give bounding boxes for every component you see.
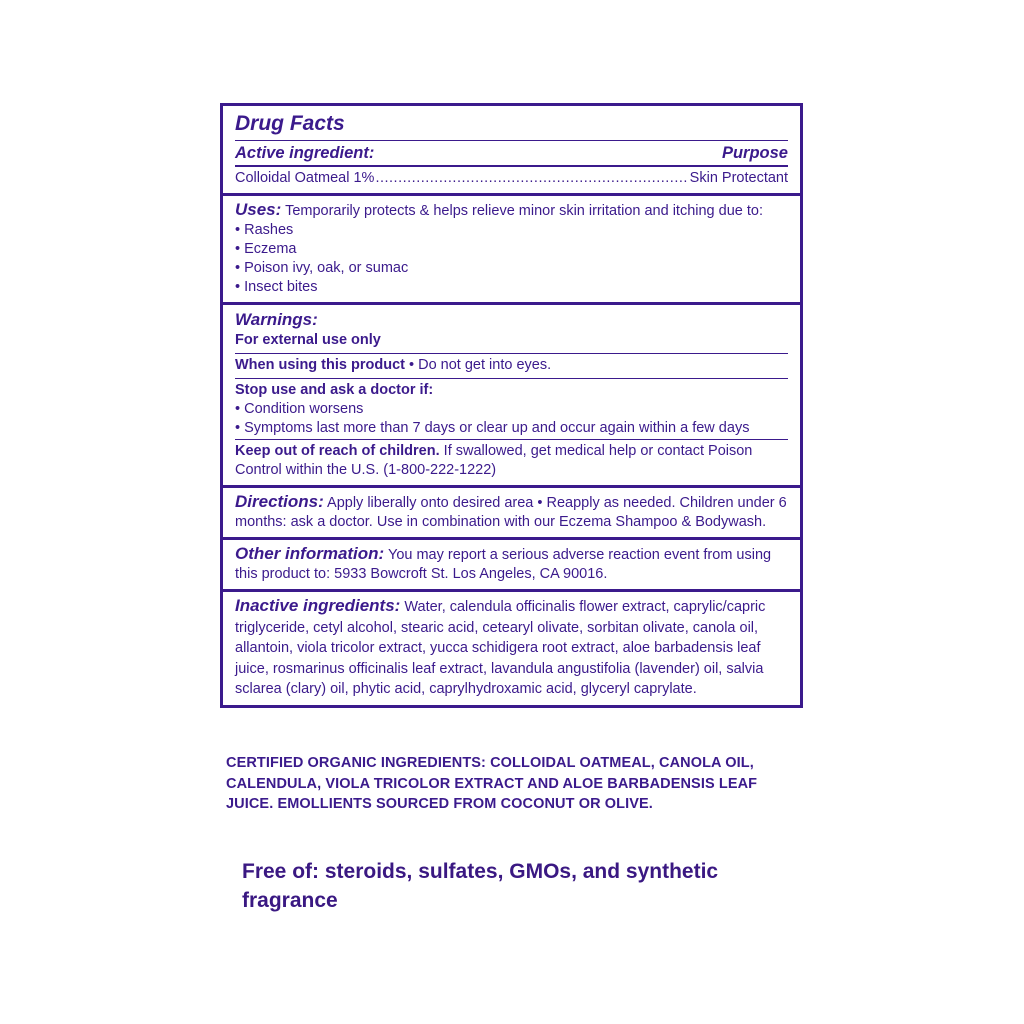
when-using-paragraph <box>235 356 788 375</box>
uses-text: Temporarily protects & helps relieve minor skin irritation and itching due to: <box>281 203 763 219</box>
other-information-text: You may report a serious adverse reaction event from using this product to: 5933 Bowcroft St. Los Angeles, CA 90016. <box>235 547 772 582</box>
stop-use-label: Stop use and ask a doctor if: <box>235 382 434 398</box>
divider <box>235 439 788 440</box>
uses-item: • Eczema <box>235 241 297 257</box>
inactive-ingredients-section <box>223 592 800 705</box>
drug-facts-panel <box>220 103 803 708</box>
certified-organic-statement: CERTIFIED ORGANIC INGREDIENTS: COLLOIDAL OATMEAL, CANOLA OIL, CALENDULA, VIOLA TRICOLOR EXTRACT AND ALOE BARBADENSIS LEAF JUICE. EMOLLIENTS SOURCED FROM COCONUT OR OLIVE. <box>226 755 758 812</box>
uses-heading: Uses: <box>235 200 282 219</box>
active-ingredient-row <box>235 169 788 188</box>
directions-text: Apply liberally onto desired area • Reapply as needed. Children under 6 months: ask a doctor. Use in combination with our Eczema Shampoo & Bodywash. <box>235 495 787 530</box>
purpose-heading: Purpose <box>721 144 788 162</box>
divider <box>235 378 788 379</box>
stop-use-item: • Symptoms last more than 7 days or clear up and occur again within a few days <box>235 420 750 436</box>
uses-item: • Insect bites <box>235 279 318 295</box>
warnings-heading: Warnings: <box>235 310 318 329</box>
free-of-statement: Free of: steroids, sulfates, GMOs, and synthetic fragrance <box>242 860 719 912</box>
drug-facts-title: Drug Facts <box>235 112 345 135</box>
directions-heading: Directions: <box>235 492 324 511</box>
dot-leader <box>375 169 688 188</box>
divider <box>235 140 788 141</box>
uses-section <box>223 196 800 305</box>
active-ingredient-heading: Active ingredient: <box>235 144 375 162</box>
warnings-section <box>223 305 800 488</box>
directions-section <box>223 488 800 540</box>
drug-facts-header <box>223 106 800 196</box>
keep-out-paragraph <box>235 442 788 480</box>
other-information-section <box>223 540 800 592</box>
keep-out-text: If swallowed, get medical help or contact Poison Control within the U.S. (1-800-222-1222) <box>235 443 753 478</box>
keep-out-label: Keep out of reach of children. <box>235 443 440 459</box>
divider <box>235 165 788 167</box>
inactive-ingredients-heading: Inactive ingredients: <box>235 596 401 615</box>
active-ingredient-header-row <box>235 143 788 164</box>
when-using-text: • Do not get into eyes. <box>404 357 552 373</box>
inactive-ingredients-text: Water, calendula officinalis flower extract, caprylic/capric triglyceride, cetyl alcohol, stearic acid, cetearyl olivate, sorbitan olivate, canola oil, allantoin, viola tricolor extract, yucca schidigera root extract, aloe barbadensis leaf juice, rosmarinus officinalis leaf extract, lavandula angustifolia (lavender) oil, salvia sclarea (clary) oil, phytic acid, caprylhydroxamic acid, glyceryl caprylate. <box>235 599 766 697</box>
active-ingredient-name: Colloidal Oatmeal 1% <box>235 170 375 186</box>
divider <box>235 353 788 354</box>
directions-paragraph <box>235 492 788 532</box>
uses-paragraph <box>235 200 788 221</box>
uses-item: • Rashes <box>235 222 294 238</box>
external-use-note: For external use only <box>235 332 381 348</box>
uses-item: • Poison ivy, oak, or sumac <box>235 260 409 276</box>
stop-use-item: • Condition worsens <box>235 401 364 417</box>
other-information-paragraph <box>235 544 788 584</box>
other-information-heading: Other information: <box>235 544 385 563</box>
active-ingredient-purpose: Skin Protectant <box>689 170 788 186</box>
when-using-label: When using this product <box>235 357 405 373</box>
inactive-ingredients-paragraph <box>235 596 788 700</box>
